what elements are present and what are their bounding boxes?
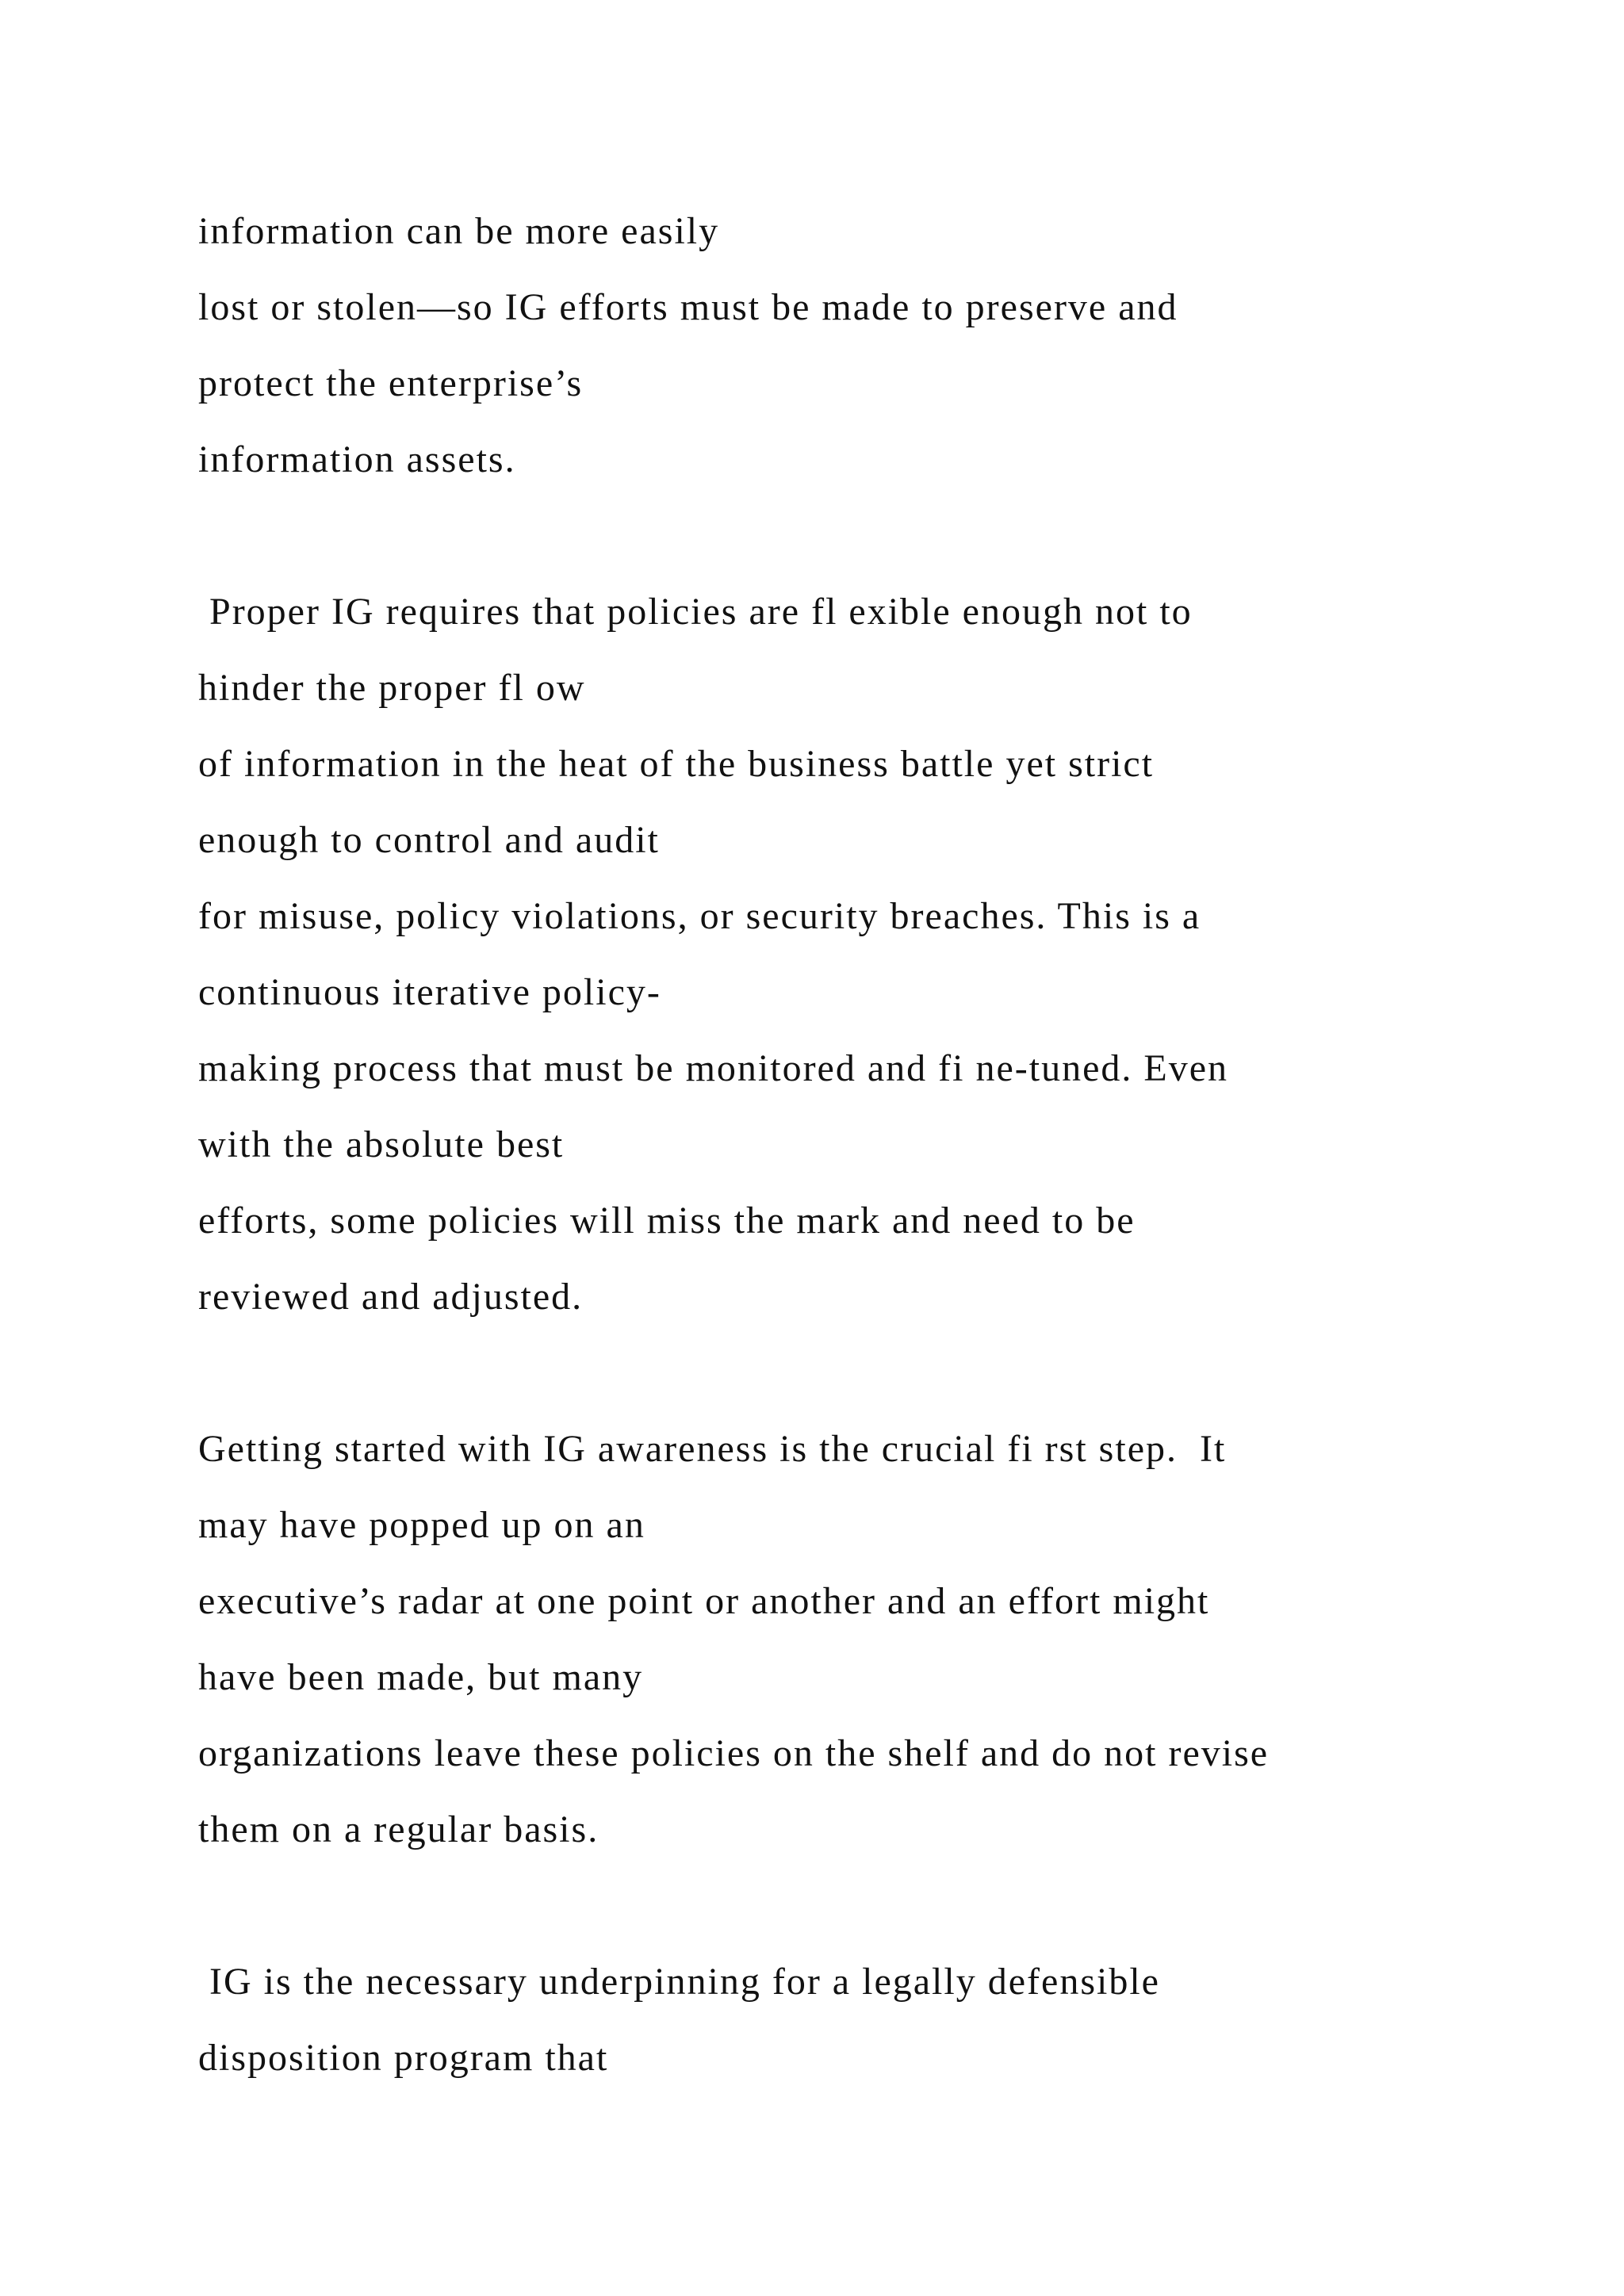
text-line: Proper IG requires that policies are fl exible enough not to bbox=[198, 591, 1193, 633]
text-line: of information in the heat of the business battle yet strict bbox=[198, 743, 1155, 785]
text-line: them on a regular basis. bbox=[198, 1808, 599, 1850]
text-line: protect the enterprise’s bbox=[198, 362, 584, 404]
text-line: may have popped up on an bbox=[198, 1504, 645, 1546]
text-line: information assets. bbox=[198, 438, 516, 480]
text-line: efforts, some policies will miss the mark and need to be bbox=[198, 1200, 1136, 1242]
text-line: for misuse, policy violations, or security breaches. This is a bbox=[198, 895, 1201, 937]
text-line: Getting started with IG awareness is the crucial fi rst step. It bbox=[198, 1428, 1227, 1470]
text-line: IG is the necessary underpinning for a legally defensible bbox=[198, 1961, 1160, 2003]
paragraph-gap bbox=[198, 1868, 1546, 1944]
paragraph-gap bbox=[198, 1335, 1546, 1411]
text-line: continuous iterative policy- bbox=[198, 971, 661, 1013]
text-line: information can be more easily bbox=[198, 210, 720, 252]
body-text bbox=[198, 193, 1546, 2096]
text-line: hinder the proper fl ow bbox=[198, 667, 586, 709]
text-line: lost or stolen—so IG efforts must be made to preserve and bbox=[198, 286, 1178, 328]
text-line: executive’s radar at one point or another and an effort might bbox=[198, 1580, 1210, 1622]
text-line: have been made, but many bbox=[198, 1656, 644, 1698]
text-line: with the absolute best bbox=[198, 1123, 565, 1165]
text-line: making process that must be monitored and fi ne-tuned. Even bbox=[198, 1047, 1229, 1089]
text-line: organizations leave these policies on the shelf and do not revise bbox=[198, 1732, 1270, 1774]
text-line: reviewed and adjusted. bbox=[198, 1276, 584, 1318]
paragraph-gap bbox=[198, 498, 1546, 574]
text-line: enough to control and audit bbox=[198, 819, 660, 861]
text-line: disposition program that bbox=[198, 2037, 609, 2079]
